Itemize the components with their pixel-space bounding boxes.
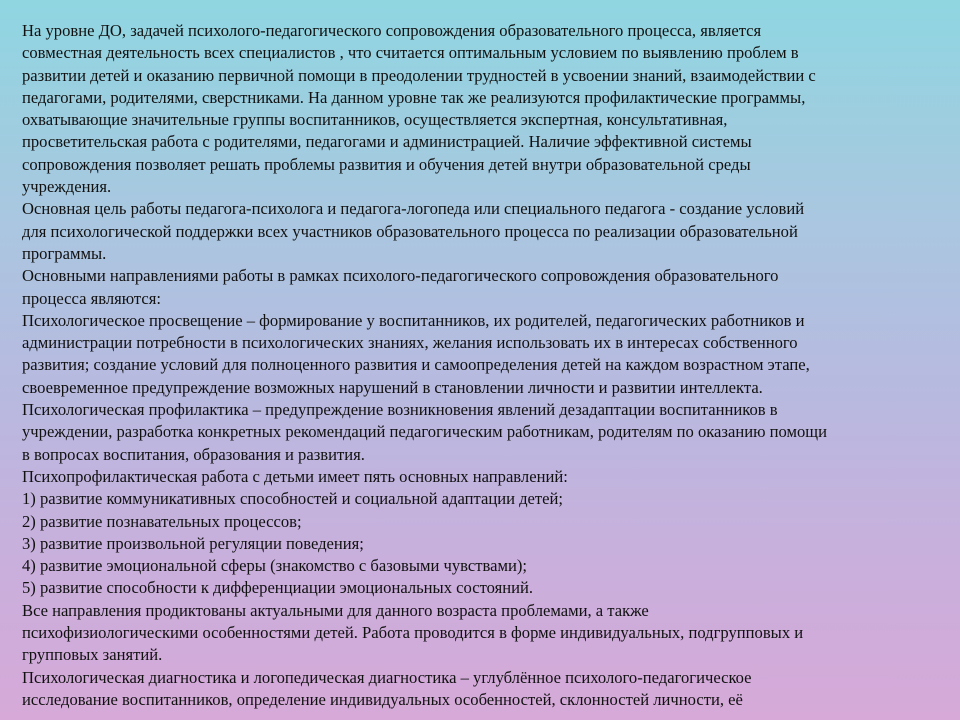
text-line: просветительская работа с родителями, педагогами и администрацией. Наличие эффективной системы [22, 132, 752, 152]
text-line: программы. [22, 243, 107, 263]
text-line: 4) развитие эмоциональной сферы (знакомство с базовыми чувствами); [22, 556, 527, 576]
list-item-5 [22, 577, 942, 599]
text-line: охватывающие значительные группы воспитанников, осуществляется экспертная, консультативная, [22, 110, 728, 130]
text-line: сопровождения позволяет решать проблемы развития и обучения детей внутри образовательной среды [22, 154, 751, 174]
paragraph-intro [22, 20, 942, 198]
text-line: Основными направлениями работы в рамках психолого-педагогического сопровождения образовательного [22, 266, 779, 286]
paragraph-psych-prevention [22, 399, 942, 466]
list-item-1 [22, 488, 942, 510]
text-line: групповых занятий. [22, 645, 163, 665]
text-line: процесса являются: [22, 288, 161, 308]
text-line: 1) развитие коммуникативных способностей и социальной адаптации детей; [22, 489, 564, 509]
text-line: учреждении, разработка конкретных рекомендаций педагогическим работникам, родителям по оказанию помощи [22, 422, 827, 442]
text-line: своевременное предупреждение возможных нарушений в становлении личности и развитии интеллекта. [22, 377, 763, 397]
paragraph-directions [22, 265, 942, 310]
paragraph-main-goal [22, 198, 942, 265]
text-line: На уровне ДО, задачей психолого-педагогического сопровождения образовательного процесса, является [22, 21, 762, 40]
text-line: Психологическая диагностика и логопедическая диагностика – углублённое психолого-педагогическое [22, 667, 752, 687]
list-item-3 [22, 533, 942, 555]
text-line: педагогами, родителями, сверстниками. На данном уровне так же реализуются профилактические программы, [22, 87, 806, 107]
text-line: развития; создание условий для полноценного развития и самоопределения детей на каждом возрастном этапе, [22, 355, 810, 375]
text-line: учреждения. [22, 177, 112, 197]
text-line: исследование воспитанников, определение индивидуальных особенностей, склонностей личности, её [22, 689, 743, 709]
text-line: 5) развитие способности к дифференциации эмоциональных состояний. [22, 578, 534, 598]
text-line: развитии детей и оказанию первичной помощи в преодолении трудностей в усвоении знаний, взаимодействии с [22, 65, 816, 85]
paragraph-diagnostics [22, 667, 942, 712]
text-line: совместная деятельность всех специалистов , что считается оптимальным условием по выявлению проблем в [22, 43, 799, 63]
text-line: Психологическое просвещение – формирование у воспитанников, их родителей, педагогических работников и [22, 310, 805, 330]
text-line: для психологической поддержки всех участников образовательного процесса по реализации образовательной [22, 221, 798, 241]
text-line: Психопрофилактическая работа с детьми имеет пять основных направлений: [22, 466, 568, 486]
text-line: психофизиологическими особенностями детей. Работа проводится в форме индивидуальных, подгрупповых и [22, 623, 804, 643]
paragraph-five-directions [22, 466, 942, 488]
list-item-4 [22, 555, 942, 577]
text-line: Основная цель работы педагога-психолога и педагога-логопеда или специального педагога - создание условий [22, 199, 805, 219]
document-text [22, 20, 942, 711]
text-line: Психологическая профилактика – предупреждение возникновения явлений дезадаптации воспитанников в [22, 400, 778, 420]
paragraph-all-directions [22, 600, 942, 667]
text-line: в вопросах воспитания, образования и развития. [22, 444, 365, 464]
text-line: 2) развитие познавательных процессов; [22, 511, 302, 531]
text-line: 3) развитие произвольной регуляции поведения; [22, 533, 364, 553]
list-item-2 [22, 511, 942, 533]
text-line: Все направления продиктованы актуальными для данного возраста проблемами, а также [22, 600, 649, 620]
text-line: администрации потребности в психологических знаниях, желания использовать их в интересах собственного [22, 333, 798, 353]
paragraph-psych-education [22, 310, 942, 399]
